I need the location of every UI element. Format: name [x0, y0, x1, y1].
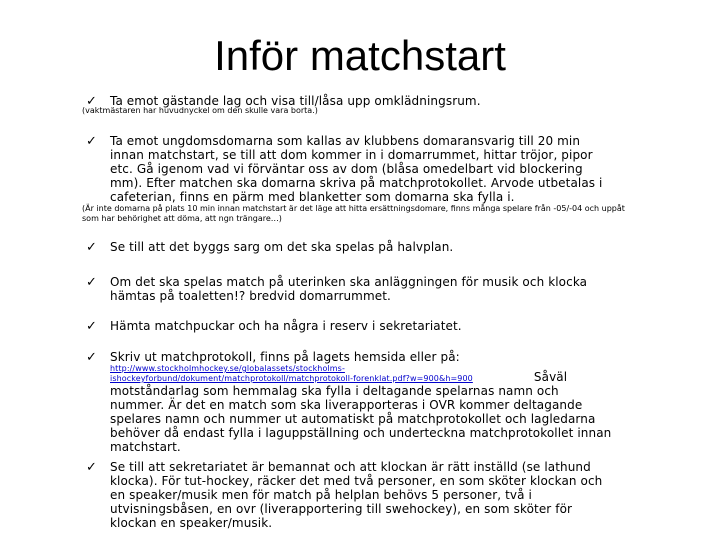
protocol-continuation: Såväl motståndarlag som hemmalag ska fylla i deltagande spelarnas namn och nummer. Är det en match som ska liverapporteras i OVR kommer deltagande spelares namn och nummer ut automatiskt på matchprotokollet och lagledarna behöver då endast fylla i laguppställning och underteckna matchprotokollet innan matchstart. — [110, 370, 612, 454]
checkmark-icon: ✓ — [86, 240, 97, 255]
checkmark-icon: ✓ — [86, 275, 97, 290]
checkmark-icon: ✓ — [86, 350, 97, 365]
bullet-text: Ta emot ungdomsdomarna som kallas av klubbens domaransvarig till 20 min innan matchstart, se till att dom kommer in i domarrummet, hittar tröjor, pipor etc. Gå igenom vad vi förväntar oss av dom (blåsa omedelbart vid blockering mm). Efter matchen ska domarna skriva på matchprotokollet. Arvode utbetalas i cafeterian, finns en pärm med blanketter som domarna ska fylla i. — [110, 134, 603, 204]
bullet-text: Hämta matchpuckar och ha några i reserv i sekretariatet. — [110, 319, 462, 333]
checkmark-icon: ✓ — [86, 319, 97, 334]
bullet-text: Ta emot gästande lag och visa till/låsa upp omklädningsrum. — [110, 94, 481, 108]
note-caretaker: (vaktmästaren har huvudnyckel om den skulle vara borta.) — [82, 106, 318, 115]
slide-title: Inför matchstart — [214, 32, 506, 79]
bullet-item-outdoor-rink — [86, 275, 616, 303]
checkmark-icon: ✓ — [86, 134, 97, 149]
bullet-item-boards — [86, 240, 616, 254]
checkmark-icon: ✓ — [86, 94, 97, 109]
checkmark-icon: ✓ — [86, 460, 97, 475]
bullet-text: Om det ska spelas match på uterinken ska anläggningen för musik och klocka hämtas på toaletten!? bredvid domarrummet. — [110, 275, 588, 303]
protocol-details — [110, 364, 616, 454]
bullet-item-referees — [86, 134, 616, 204]
bullet-text: Se till att sekretariatet är bemannat och att klockan är rätt inställd (se lathund klocka). För tut-hockey, räcker det med två personer, en som sköter klockan och en speaker/musik men för match på helplan behövs 5 personer, två i utvisningsbåsen, en ovr (liverapportering till swehockey), en som sköter för klockan en speaker/musik. — [110, 460, 603, 530]
note-referees: (Är inte domarna på plats 10 min innan matchstart är det läge att hitta ersättningsdomare, finns många spelare från -05/-04 och uppåt som har behörighet att döma, att ngn trängare…) — [82, 204, 625, 223]
bullet-item-match-protocol — [86, 350, 616, 454]
bullet-text: Skriv ut matchprotokoll, finns på lagets hemsida eller på: — [110, 350, 460, 364]
bullet-item-secretariat — [86, 460, 616, 530]
protocol-link[interactable]: http://www.stockholmhockey.se/globalassets/stockholms-ishockeyforbund/dokument/matchprotokoll/matchprotokoll-forenklat.pdf?w=900&h=900 — [110, 364, 473, 383]
bullet-text: Se till att det byggs sarg om det ska spelas på halvplan. — [110, 240, 454, 254]
bullet-item-pucks — [86, 319, 616, 333]
